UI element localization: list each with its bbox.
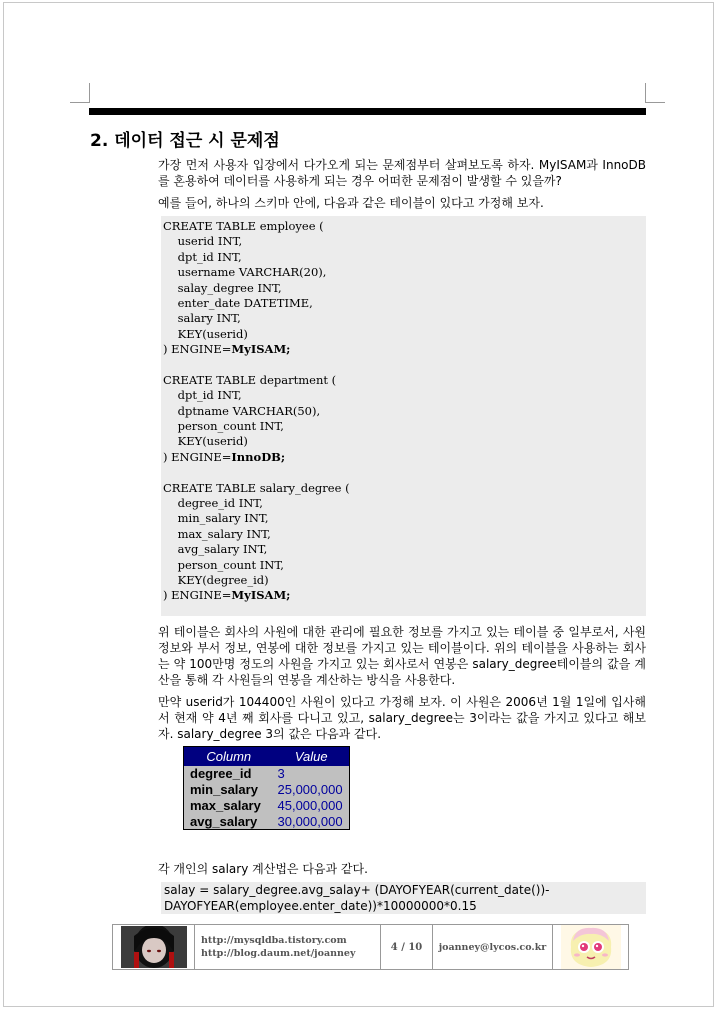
footer-left-image-cell [113,925,195,969]
code-line: person_count INT, [163,419,284,434]
code-blank-line [163,358,644,373]
salary-degree-values-table [183,746,350,830]
page-number: 4 / 10 [381,925,433,969]
intro-paragraph: 가장 먼저 사용자 입장에서 다가오게 되는 문제점부터 살펴보도록 하자. MyISAM과 InnoDB를 혼용하여 데이터를 사용하게 되는 경우 어떠한 문제점이 발생할 수 있을까? [158,158,646,188]
blog-link-tistory[interactable]: http://mysqldba.tistory.com [201,935,347,946]
row-value: 25,000,000 [274,782,350,798]
row-value: 45,000,000 [274,798,350,814]
code-blank-line [163,465,644,480]
code-line: KEY(userid) [163,326,248,341]
header-rule [89,108,646,115]
pink-cartoon-character-avatar [561,925,621,969]
author-email[interactable]: joanney@lycos.co.kr [433,925,553,969]
code-line: dpt_id INT, [163,388,242,403]
code-line: CREATE TABLE department ( [163,372,337,387]
code-line: max_salary INT, [163,526,271,541]
salary-formula-block [161,882,646,914]
page-footer [112,924,629,970]
code-line: enter_date DATETIME, [163,295,313,310]
code-line: KEY(userid) [163,434,248,449]
code-line: degree_id INT, [163,496,263,511]
formula-line: DAYOFYEAR(employee.enter_date))*10000000*0.15 [164,898,477,913]
blog-link-daum[interactable]: http://blog.daum.net/joanney [201,948,356,959]
table-row [184,798,350,814]
footer-right-image-cell [553,925,628,969]
code-line: dpt_id INT, [163,249,242,264]
code-line: avg_salary INT, [163,542,268,557]
row-key: max_salary [184,798,274,814]
code-salary-degree-table [163,481,644,589]
code-department-table [163,373,644,450]
dark-haired-character-avatar [121,926,187,968]
code-line: KEY(degree_id) [163,572,269,587]
section-number: 2. [90,131,109,151]
sql-code-block [161,216,646,616]
code-line: CREATE TABLE employee ( [163,219,324,233]
section-heading [90,126,280,151]
explain-paragraph: 위 테이블은 회사의 사원에 대한 관리에 필요한 정보를 가지고 있는 테이블 중 일부로서, 사원정보와 부서 정보, 연봉에 대한 정보를 가지고 있는 테이블이다. 위의 테이블을 사용하는 회사는 약 100만명 정도의 사원을 가지고 있는 회사로서 연봉은 salary_degree테이블의 값을 계산을 통해 각 사원들의 연봉을 계산하는 방식을 사용한다. [158,625,646,687]
section-title: 데이터 접근 시 문제점 [114,131,280,151]
row-value: 30,000,000 [274,814,350,830]
calc-paragraph: 각 개인의 salary 계산법은 다음과 같다. [158,862,368,876]
code-line: ) ENGINE=MyISAM; [163,342,291,357]
table-header-row [184,747,350,766]
code-line: salary INT, [163,311,241,326]
crop-mark-top-right [645,83,665,103]
row-key: min_salary [184,782,274,798]
code-employee-table [163,219,644,342]
value-header: Value [274,747,350,766]
column-header: Column [184,747,274,766]
crop-mark-top-left [70,83,90,103]
code-line: person_count INT, [163,557,284,572]
row-key: avg_salary [184,814,274,830]
table-row [184,814,350,830]
code-line: ) ENGINE=MyISAM; [163,588,291,603]
example-paragraph: 예를 들어, 하나의 스키마 안에, 다음과 같은 테이블이 있다고 가정해 보자. [158,196,544,210]
row-key: degree_id [184,766,274,782]
code-line: min_salary INT, [163,511,269,526]
code-line: ) ENGINE=InnoDB; [163,449,286,464]
table-row [184,766,350,782]
code-line: userid INT, [163,234,243,249]
row-value: 3 [274,766,350,782]
footer-links-cell [195,925,381,969]
code-line: CREATE TABLE salary_degree ( [163,480,350,495]
assume-paragraph: 만약 userid가 104400인 사원이 있다고 가정해 보자. 이 사원은 2006년 1월 1일에 입사해서 현재 약 4년 째 회사를 다니고 있고, salary_degree는 3이라는 값을 가지고 있다고 해보자. salary_degree 3의 값은 다음과 같다. [158,695,646,741]
code-line: dptname VARCHAR(50), [163,403,321,418]
table-row [184,782,350,798]
formula-line: salay = salary_degree.avg_salay+ (DAYOFYEAR(current_date())- [164,883,550,897]
code-line: salay_degree INT, [163,280,282,295]
code-line: username VARCHAR(20), [163,265,327,280]
